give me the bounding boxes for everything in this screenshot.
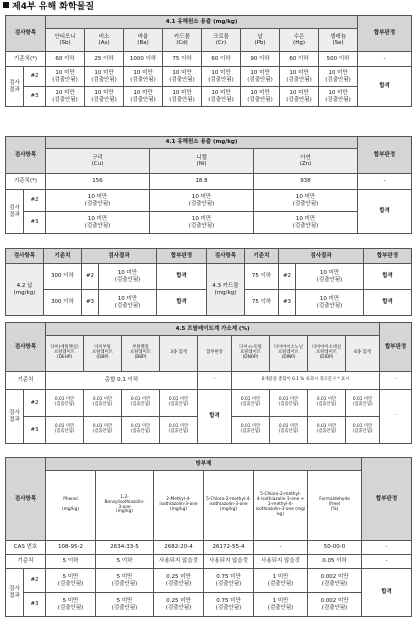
col-header-didp: 다이아이소데실 프탈레이트 (DIDP) bbox=[308, 336, 346, 372]
result-cell: 10 미만 (검출안됨) bbox=[241, 87, 280, 107]
judgement-pass: 합격 bbox=[362, 569, 412, 617]
col-header-dinp: 다이아이소노닐 프탈레이트 (DINP) bbox=[270, 336, 308, 372]
header-item-right: 검사항목 bbox=[207, 249, 245, 264]
col-header-dbp: 다이부틸 프탈레이트 (DBP) bbox=[84, 336, 122, 372]
result-cell: 5 미만 (검출안됨) bbox=[46, 569, 96, 593]
std-value: 156 bbox=[46, 174, 150, 190]
col-header-bit: 1,2- Benzylisothiazolin- 3-one (mg/kg) bbox=[96, 471, 154, 541]
std-value: 0.05 이하 bbox=[308, 555, 362, 569]
cas-value: - bbox=[254, 541, 308, 555]
result-cell: 0.75 미만 (검출안됨) bbox=[204, 569, 254, 593]
std-value: 사용되지 않을것 bbox=[154, 555, 204, 569]
result-cell: 10 미만 (검출안됨) bbox=[46, 190, 150, 212]
table-preservatives bbox=[5, 457, 412, 617]
col-header-hg: 수은 (Hg) bbox=[280, 29, 319, 52]
result-cell: 0.01 미만 (검출안됨) bbox=[46, 417, 84, 444]
sample-2-label: #2 bbox=[82, 264, 99, 290]
col-header-ba: 바륨 (Ba) bbox=[124, 29, 163, 52]
result-cell: 0.01 미만 (검출안됨) bbox=[160, 417, 198, 444]
col-header-formaldehyde: Formaldehyde (free) (%) bbox=[308, 471, 362, 541]
std-value: 사용되지 않을것 bbox=[254, 555, 308, 569]
result-cell: 1 미만 (검출안됨) bbox=[254, 593, 308, 617]
std-value: 60 이하 bbox=[202, 52, 241, 67]
header-item: 검사항목 bbox=[6, 137, 46, 174]
row-label-result: 검사결과 bbox=[6, 569, 24, 617]
result-cell: 10 미만 (검출안됨) bbox=[46, 87, 85, 107]
result-cell: 10 미만 (검출안됨) bbox=[163, 67, 202, 87]
result-cell: 10 미만 (검출안됨) bbox=[46, 212, 150, 234]
header-item: 검사항목 bbox=[6, 458, 46, 541]
std-value: 5 이하 bbox=[46, 555, 96, 569]
result-cell: 0.01 미만 (검출안됨) bbox=[346, 390, 380, 417]
result-cell: 0.01 미만 (검출안됨) bbox=[160, 390, 198, 417]
result-cell: 10 미만 (검출안됨) bbox=[150, 212, 254, 234]
cas-value: 2682-20-4 bbox=[154, 541, 204, 555]
result-cell: 0.01 미만 (검출안됨) bbox=[84, 417, 122, 444]
table-title: 4.1 유해원소 용출 (mg/kg) bbox=[46, 137, 358, 149]
result-cell: 0.01 미만 (검출안됨) bbox=[270, 417, 308, 444]
judgement-pass: 합격 bbox=[198, 390, 232, 444]
result-cell: 10 미만 (검출안됨) bbox=[241, 67, 280, 87]
item-lead: 4.2 납 (mg/kg) bbox=[6, 264, 44, 316]
cas-value: 26172-55-4 bbox=[204, 541, 254, 555]
sample-3-label: #3 bbox=[24, 212, 46, 234]
std-value: 60 이하 bbox=[46, 52, 85, 67]
table-title: 4.1 유해원소 용출 (mg/kg) bbox=[46, 16, 358, 29]
sample-2-label: #2 bbox=[24, 190, 46, 212]
col-header-dnop: 다이-n-옥틸 프탈레이트 (DNOP) bbox=[232, 336, 270, 372]
header-result-left: 검사결과 bbox=[82, 249, 157, 264]
result-cell: 10 미만 (검출안됨) bbox=[99, 290, 157, 316]
result-cell: 0.002 미만 (검출안됨) bbox=[308, 569, 362, 593]
square-bullet-icon bbox=[3, 2, 9, 8]
header-judgement: 합부판정 bbox=[358, 137, 412, 174]
header-item: 검사항목 bbox=[6, 16, 46, 52]
std-cadmium: 75 이하 bbox=[245, 264, 279, 290]
std-judgement: - bbox=[380, 372, 412, 390]
col-header-phenol: Phenol (mg/kg) bbox=[46, 471, 96, 541]
sample-3-label: #3 bbox=[24, 417, 46, 444]
col-header-dehp: 다이(에틸헥실) 프탈레이트 (DEHP) bbox=[46, 336, 84, 372]
judgement-pass: 합격 bbox=[364, 264, 412, 290]
result-cell: 10 미만 (검출안됨) bbox=[254, 212, 358, 234]
row-label-cas: CAS 번호 bbox=[6, 541, 46, 555]
col-header-cd: 카드뮴 (Cd) bbox=[163, 29, 202, 52]
table-title: 4.5 프탈레이트계 가소제 (%) bbox=[46, 323, 380, 336]
result-cell: 0.01 미만 (검출안됨) bbox=[122, 417, 160, 444]
col-header-ni: 니켈 (Ni) bbox=[150, 149, 254, 174]
std-lead: 300 이하 bbox=[44, 264, 82, 290]
result-cell: 10 미만 (검출안됨) bbox=[46, 67, 85, 87]
col-header-judgement-mid: 합부판정 bbox=[198, 336, 232, 372]
col-header-sb: 안티모니 (Sb) bbox=[46, 29, 85, 52]
sample-2-label: #2 bbox=[24, 67, 46, 87]
std-value: 사용되지 않을것 bbox=[204, 555, 254, 569]
header-item-left: 검사항목 bbox=[6, 249, 44, 264]
result-cell: 0.01 미만 (검출안됨) bbox=[308, 417, 346, 444]
judgement-pass: 합격 bbox=[358, 190, 412, 234]
header-item: 검사항목 bbox=[6, 323, 46, 372]
judgement-pass: 합격 bbox=[157, 290, 207, 316]
result-cell: 0.25 미만 (검출안됨) bbox=[154, 569, 204, 593]
col-header-cmit: 5-Chloro-2-methyl-4- isothiazolin-3-one (mg/kg) bbox=[204, 471, 254, 541]
result-cell: 10 미만 (검출안됨) bbox=[85, 67, 124, 87]
result-cell: 10 미만 (검출안됨) bbox=[296, 290, 364, 316]
std-judgement-mid: - bbox=[198, 372, 232, 390]
table-toxic-elements-2 bbox=[5, 136, 412, 234]
sample-2-label: #2 bbox=[24, 390, 46, 417]
cas-judgement: - bbox=[362, 541, 412, 555]
sample-2-label: #2 bbox=[279, 264, 296, 290]
header-judgement-right: 합부판정 bbox=[364, 249, 412, 264]
judgement-pass: 합격 bbox=[157, 264, 207, 290]
result-cell: 0.01 미만 (검출안됨) bbox=[46, 390, 84, 417]
std-total-3: 총합 0.1 이하 bbox=[46, 372, 198, 390]
table-toxic-elements-1 bbox=[5, 15, 412, 107]
col-header-zn: 아연 (Zn) bbox=[254, 149, 358, 174]
header-result-right: 검사결과 bbox=[279, 249, 364, 264]
row-label-std: 기준치 bbox=[6, 555, 46, 569]
result-cell: 10 미만 (검출안됨) bbox=[202, 87, 241, 107]
std-warning-6: 6개물질 총합이 0.1 % 초과시 경고문구 * 표시 bbox=[232, 372, 380, 390]
std-judgement: - bbox=[358, 52, 412, 67]
std-value: 75 이하 bbox=[163, 52, 202, 67]
result-cell: 0.01 미만 (검출안됨) bbox=[122, 390, 160, 417]
header-judgement: 합부판정 bbox=[380, 323, 412, 372]
std-value: 18.8 bbox=[150, 174, 254, 190]
std-judgement: - bbox=[358, 174, 412, 190]
std-cadmium: 75 이하 bbox=[245, 290, 279, 316]
std-value: 1000 이하 bbox=[124, 52, 163, 67]
col-header-sum6: 6종 합계 bbox=[346, 336, 380, 372]
result-cell: 5 미만 (검출안됨) bbox=[96, 569, 154, 593]
result-cell: 10 미만 (검출안됨) bbox=[280, 67, 319, 87]
result-cell: 0.01 미만 (검출안됨) bbox=[346, 417, 380, 444]
result-cell: 10 미만 (검출안됨) bbox=[280, 87, 319, 107]
std-lead: 300 이하 bbox=[44, 290, 82, 316]
judgement-dash: - bbox=[380, 390, 412, 444]
std-value: 90 이하 bbox=[241, 52, 280, 67]
header-std-right: 기준치 bbox=[245, 249, 279, 264]
std-value: 500 이하 bbox=[319, 52, 358, 67]
col-header-mit: 2-Methyl-4- isothiazolin-3-one (mg/kg) bbox=[154, 471, 204, 541]
table-lead-cadmium bbox=[5, 248, 412, 316]
group-header-preservatives: 방부제 bbox=[46, 458, 362, 471]
header-std-left: 기준치 bbox=[44, 249, 82, 264]
header-judgement-left: 합부판정 bbox=[157, 249, 207, 264]
result-cell: 10 미만 (검출안됨) bbox=[99, 264, 157, 290]
row-label-std: 기준치(*) bbox=[6, 174, 46, 190]
sample-3-label: #3 bbox=[279, 290, 296, 316]
row-label-result: 검사결과 bbox=[6, 190, 24, 234]
col-header-cmit-mit: 5-Chloro-2-methyl- 4-isothiazolin-3-one + 2-methyl-4- isothiazolin-3-one (mg/kg) bbox=[254, 471, 308, 541]
sample-3-label: #3 bbox=[24, 87, 46, 107]
result-cell: 10 미만 (검출안됨) bbox=[254, 190, 358, 212]
row-label-result: 검사결과 bbox=[6, 67, 24, 107]
header-judgement: 합부판정 bbox=[358, 16, 412, 52]
sample-3-label: #3 bbox=[82, 290, 99, 316]
header-judgement: 합부판정 bbox=[362, 458, 412, 541]
std-value: 60 이하 bbox=[280, 52, 319, 67]
col-header-pb: 납 (Pb) bbox=[241, 29, 280, 52]
result-cell: 10 미만 (검출안됨) bbox=[296, 264, 364, 290]
result-cell: 5 미만 (검출안됨) bbox=[46, 593, 96, 617]
result-cell: 5 미만 (검출안됨) bbox=[96, 593, 154, 617]
col-header-as: 비소 (As) bbox=[85, 29, 124, 52]
sample-3-label: #3 bbox=[24, 593, 46, 617]
col-header-se: 셀레늄 (Se) bbox=[319, 29, 358, 52]
table-phthalates bbox=[5, 322, 412, 444]
std-value: 938 bbox=[254, 174, 358, 190]
std-value: 25 이하 bbox=[85, 52, 124, 67]
cas-value: 108-95-2 bbox=[46, 541, 96, 555]
result-cell: 0.25 미만 (검출안됨) bbox=[154, 593, 204, 617]
result-cell: 0.01 미만 (검출안됨) bbox=[232, 390, 270, 417]
cas-value: 2634-33-5 bbox=[96, 541, 154, 555]
row-label-result: 검사결과 bbox=[6, 390, 24, 444]
result-cell: 0.75 미만 (검출안됨) bbox=[204, 593, 254, 617]
result-cell: 10 미만 (검출안됨) bbox=[202, 67, 241, 87]
item-cadmium: 4.3 카드뮴 (mg/kg) bbox=[207, 264, 245, 316]
result-cell: 10 미만 (검출안됨) bbox=[163, 87, 202, 107]
section-heading bbox=[3, 1, 94, 13]
result-cell: 10 미만 (검출안됨) bbox=[319, 87, 358, 107]
col-header-bbp: 부틸벤질 프탈레이트 (BBP) bbox=[122, 336, 160, 372]
result-cell: 10 미만 (검출안됨) bbox=[124, 87, 163, 107]
cas-value: 50-00-0 bbox=[308, 541, 362, 555]
result-cell: 10 미만 (검출안됨) bbox=[85, 87, 124, 107]
result-cell: 0.01 미만 (검출안됨) bbox=[232, 417, 270, 444]
section-heading-text: 제4부 유해 화학물질 bbox=[12, 2, 95, 12]
result-cell: 0.01 미만 (검출안됨) bbox=[308, 390, 346, 417]
result-cell: 1 미만 (검출안됨) bbox=[254, 569, 308, 593]
result-cell: 10 미만 (검출안됨) bbox=[150, 190, 254, 212]
result-cell: 10 미만 (검출안됨) bbox=[319, 67, 358, 87]
col-header-cr: 크로뮴 (Cr) bbox=[202, 29, 241, 52]
col-header-cu: 구리 (Cu) bbox=[46, 149, 150, 174]
row-label-std: 기준치(*) bbox=[6, 52, 46, 67]
result-cell: 10 미만 (검출안됨) bbox=[124, 67, 163, 87]
judgement-pass: 합격 bbox=[358, 67, 412, 107]
std-value: 5 이하 bbox=[96, 555, 154, 569]
col-header-sum3: 3종 합계 bbox=[160, 336, 198, 372]
result-cell: 0.01 미만 (검출안됨) bbox=[84, 390, 122, 417]
judgement-pass: 합격 bbox=[364, 290, 412, 316]
result-cell: 0.002 미만 (검출안됨) bbox=[308, 593, 362, 617]
result-cell: 0.01 미만 (검출안됨) bbox=[270, 390, 308, 417]
row-label-std: 기준치 bbox=[6, 372, 46, 390]
std-judgement: - bbox=[362, 555, 412, 569]
sample-2-label: #2 bbox=[24, 569, 46, 593]
